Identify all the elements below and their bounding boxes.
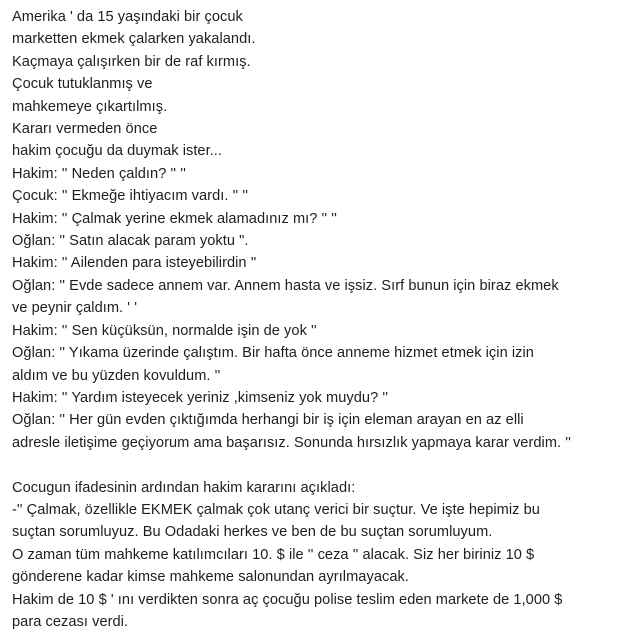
text-line: hakim çocuğu da duymak ister...	[12, 143, 223, 160]
text-line: gönderene kadar kimse mahkeme salonundan ayrılmayacak.	[12, 569, 409, 586]
text-line: ve peynir çaldım. ' '	[12, 300, 138, 317]
text-line: Çocuk: '' Ekmeğe ihtiyacım vardı. '' ''	[12, 188, 249, 205]
text-line: Hakim: '' Çalmak yerine ekmek alamadınız mı? '' ''	[12, 210, 337, 227]
text-line: Hakim: '' Ailenden para isteyebilirdin ''	[12, 255, 257, 272]
text-line: -'' Çalmak, özellikle EKMEK çalmak çok utanç verici bir suçtur. Ve işte hepimiz bu	[12, 501, 540, 518]
text-line: Kararı vermeden önce	[12, 121, 158, 138]
text-line: Çocuk tutuklanmış ve	[12, 76, 153, 93]
text-line-blank	[12, 454, 630, 476]
text-line: Amerika ' da 15 yaşındaki bir çocuk	[12, 9, 243, 25]
text-line: Cocugun ifadesinin ardından hakim kararını açıkladı:	[12, 479, 356, 496]
text-line: Oğlan: '' Satın alacak param yoktu ".	[12, 233, 249, 250]
text-line: Hakim: '' Neden çaldın? '' ''	[12, 165, 186, 182]
text-line: Kaçmaya çalışırken bir de raf kırmış.	[12, 53, 251, 70]
text-line: Oğlan: '' Her gün evden çıktığımda herhangi bir iş için eleman arayan en az elli	[12, 412, 524, 429]
text-line: mahkemeye çıkartılmış.	[12, 98, 168, 115]
text-line: marketten ekmek çalarken yakalandı.	[12, 31, 256, 48]
text-line: Hakim: '' Yardım isteyecek yeriniz ,kimseniz yok muydu? ''	[12, 389, 389, 406]
text-line: aldım ve bu yüzden kovuldum. ''	[12, 367, 221, 384]
text-line: Oğlan: '' Yıkama üzerinde çalıştım. Bir hafta önce anneme hizmet etmek için izin	[12, 345, 534, 362]
text-line: suçtan sorumluyuz. Bu Odadaki herkes ve ben de bu suçtan sorumluyum.	[12, 524, 493, 541]
text-line: Oğlan: '' Evde sadece annem var. Annem hasta ve işsiz. Sırf bunun için biraz ekmek	[12, 277, 559, 294]
text-line: Hakim: '' Sen küçüksün, normalde işin de yok ''	[12, 322, 317, 339]
text-line: O zaman tüm mahkeme katılımcıları 10. $ ile '' ceza '' alacak. Siz her biriniz 10 $	[12, 546, 535, 563]
text-line: para cezası verdi.	[12, 613, 129, 630]
text-line: Hakim de 10 $ ' ını verdikten sonra aç çocuğu polise teslim eden markete de 1,000 $	[12, 591, 563, 608]
text-line: adresle iletişime geçiyorum ama başarısız. Sonunda hırsızlık yapmaya karar verdim. ''	[12, 434, 571, 451]
